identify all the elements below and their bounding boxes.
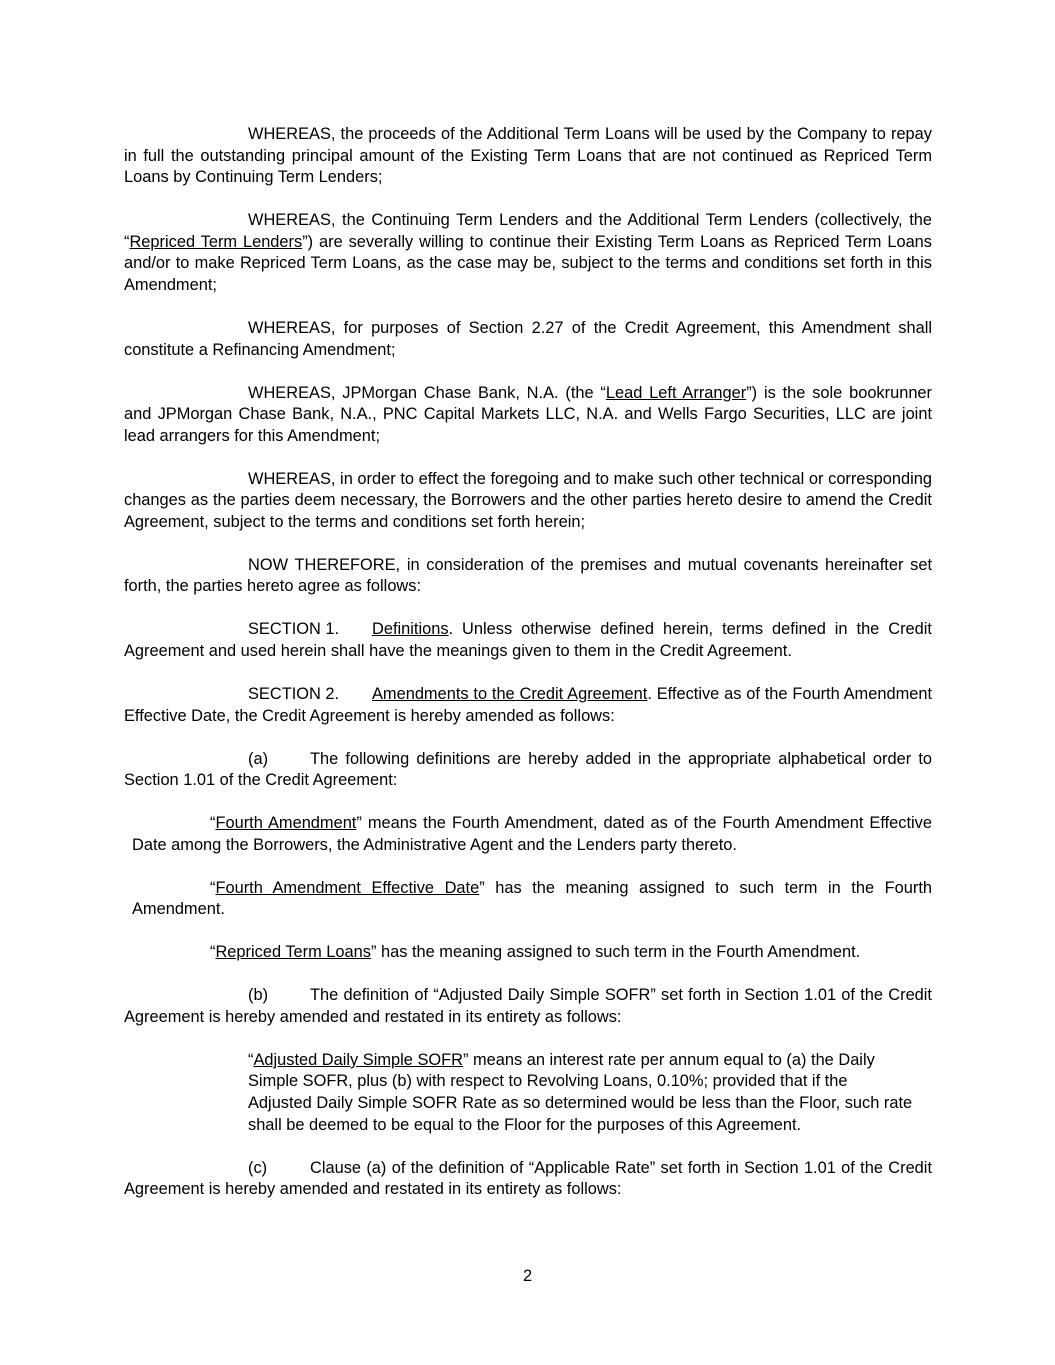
definition-repriced-term-loans (132, 942, 932, 964)
quote-open: “ (210, 878, 216, 897)
defined-term: Adjusted Daily Simple SOFR (253, 1050, 463, 1069)
section-1-definitions (124, 619, 932, 662)
definition-fourth-amendment-effective-date (132, 878, 932, 921)
whereas-lead-left-arranger (124, 383, 932, 448)
clause-label: (c) (248, 1158, 268, 1177)
text-segment: ”) are severally willing to continue their Existing Term Loans as Repriced Term Loans and/or to make Repriced Term Loans, as the case may be, subject to the terms and conditions set forth in this Amendment; (124, 232, 932, 294)
clause-a (124, 749, 932, 792)
defined-term: Repriced Term Lenders (129, 232, 303, 251)
section-number: SECTION 2. (248, 685, 340, 704)
section-body: . Effective as of the Fourth Amendment Effective Date, the Credit Agreement is hereby amended as follows: (124, 685, 933, 725)
section-heading: Amendments to the Credit Agreement (372, 685, 648, 704)
clause-text: The following definitions are hereby added in the appropriate alphabetical order to Section 1.01 of the Credit Agreement: (124, 749, 932, 790)
defined-term: Fourth Amendment Effective Date (215, 878, 480, 897)
text-segment: ”) is the sole bookrunner and JPMorgan Chase Bank, N.A., PNC Capital Markets LLC, N.A. and Wells Fargo Securities, LLC are joint lead arrangers for this Amendment; (124, 383, 933, 445)
document-page (124, 124, 932, 1222)
whereas-repriced-term-lenders (124, 210, 932, 296)
whereas-refinancing-amendment: WHEREAS, for purposes of Section 2.27 of the Credit Agreement, this Amendment shall constitute a Refinancing Amendment; (124, 318, 932, 359)
definition-text: ” means the Fourth Amendment, dated as of the Fourth Amendment Effective Date among the Borrowers, the Administrative Agent and the Lenders party thereto. (132, 814, 932, 854)
whereas-additional-term-loans: WHEREAS, the proceeds of the Additional Term Loans will be used by the Company to repay in full the outstanding principal amount of the Existing Term Loans that are not continued as Repriced Term Loans by Continuing Term Lenders; (124, 125, 932, 187)
clause-text: The definition of “Adjusted Daily Simple SOFR” set forth in Section 1.01 of the Credit Agreement is hereby amended and restated in its entirety as follows: (124, 986, 932, 1026)
clause-c (124, 1158, 932, 1201)
clause-label: (b) (248, 986, 269, 1005)
quote-open: “ (210, 943, 216, 962)
clause-label: (a) (248, 749, 269, 768)
defined-term: Repriced Term Loans (215, 943, 371, 962)
text-segment: WHEREAS, JPMorgan Chase Bank, N.A. (the “ (248, 383, 606, 402)
definition-text: ” has the meaning assigned to such term in the Fourth Amendment. (370, 943, 861, 962)
quote-open: “ (248, 1050, 254, 1069)
definition-text: ” has the meaning assigned to such term in the Fourth Amendment. (132, 878, 933, 919)
section-number: SECTION 1. (248, 620, 340, 639)
defined-term: Lead Left Arranger (605, 383, 747, 402)
section-2-amendments (124, 684, 932, 727)
clause-b (124, 985, 932, 1028)
defined-term: Fourth Amendment (215, 814, 357, 833)
section-body: . Unless otherwise defined herein, terms defined in the Credit Agreement and used herein shall have the meanings given to them in the Credit Agreement. (124, 620, 932, 661)
whereas-technical-changes: WHEREAS, in order to effect the foregoing and to make such other technical or corresponding changes as the parties deem necessary, the Borrowers and the other parties hereto desire to amend the Credit Agreement, subject to the terms and conditions set forth herein; (124, 469, 932, 531)
text-segment: WHEREAS, the Continuing Term Lenders and the Additional Term Lenders (collectively, the “ (124, 211, 932, 251)
section-heading: Definitions (372, 620, 449, 639)
clause-text: Clause (a) of the definition of “Applicable Rate” set forth in Section 1.01 of the Credit Agreement is hereby amended and restated in its entirety as follows: (124, 1158, 932, 1199)
definition-fourth-amendment (132, 813, 932, 856)
definition-adjusted-daily-simple-sofr (248, 1050, 913, 1136)
now-therefore-paragraph: NOW THEREFORE, in consideration of the premises and mutual covenants hereinafter set forth, the parties hereto agree as follows: (124, 555, 932, 596)
page-number: 2 (522, 1267, 533, 1285)
quote-open: “ (210, 814, 216, 833)
definition-text: ” means an interest rate per annum equal to (a) the Daily Simple SOFR, plus (b) with respect to Revolving Loans, 0.10%; provided that if the Adjusted Daily Simple SOFR Rate as so determined would be less than the Floor, such rate shall be deemed to be equal to the Floor for the purposes of this Agreement. (248, 1050, 913, 1134)
